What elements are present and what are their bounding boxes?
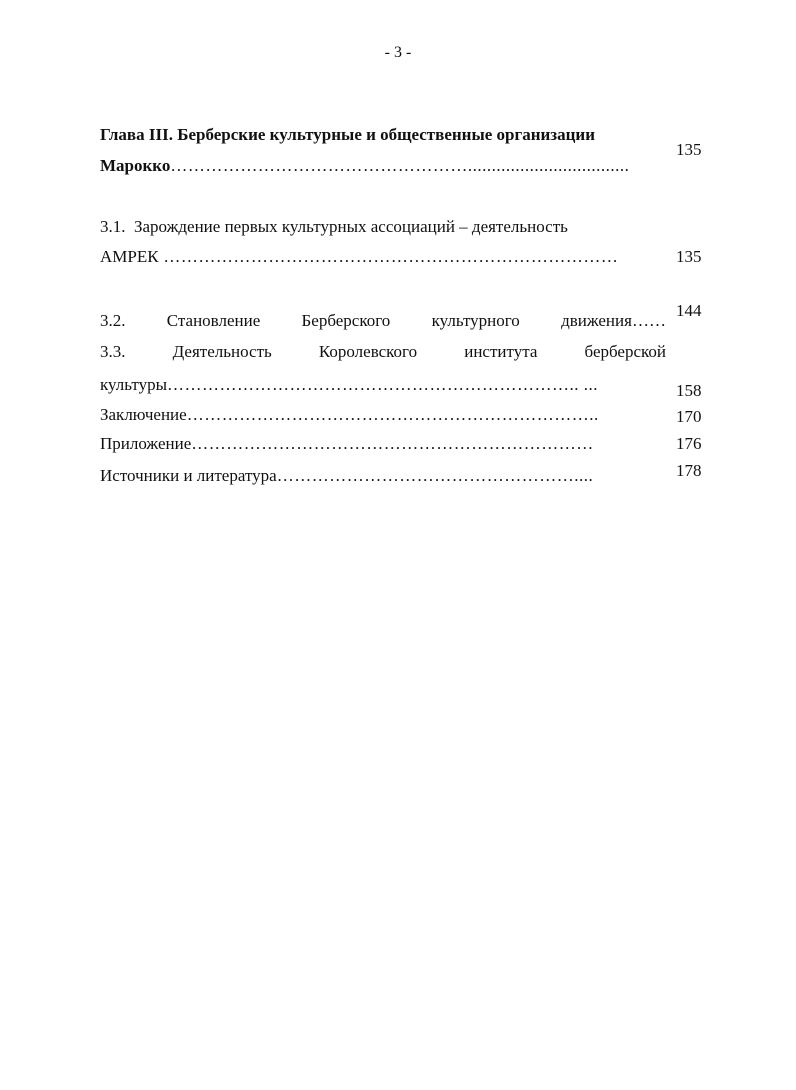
toc-appendix-title: Приложение bbox=[100, 434, 192, 453]
toc-chapter3-title-line2 bbox=[100, 155, 666, 177]
toc-s33-word: берберской bbox=[584, 342, 666, 361]
toc-conclusion-page: 170 bbox=[676, 407, 702, 426]
toc-chapter3-title-line1: Глава III. Берберские культурные и общественные организации bbox=[100, 125, 596, 144]
toc-chapter3-title-word: Марокко bbox=[100, 156, 171, 175]
toc-s32-word: Берберского bbox=[301, 311, 391, 330]
toc-s33-number: 3.3. bbox=[100, 342, 126, 361]
toc-s31-number: 3.1. bbox=[100, 217, 126, 236]
toc-s31-line1 bbox=[100, 216, 666, 238]
toc-s32-line bbox=[100, 310, 666, 332]
toc-appendix-leader: …………………………………………………………… bbox=[191, 434, 594, 453]
toc-sources-leader: …………………………………………….... bbox=[276, 466, 594, 485]
toc-s31-title-cont: АМРЕК bbox=[100, 247, 159, 266]
toc-appendix-page: 176 bbox=[676, 434, 702, 453]
toc-s31-leader: …………………………………………………………………… bbox=[158, 247, 619, 266]
toc-s33-leader: …………………………………………………………….. ... bbox=[167, 375, 598, 394]
toc-conclusion bbox=[100, 404, 666, 426]
toc-s32-page: 144 bbox=[676, 301, 702, 320]
toc-s31-title: Зарождение первых культурных ассоциаций – деятельность bbox=[134, 217, 568, 236]
toc-appendix bbox=[100, 433, 666, 455]
toc-sources-title: Источники и литература bbox=[100, 466, 277, 485]
toc-s32-word: движения…… bbox=[561, 311, 666, 330]
toc-s32-number: 3.2. bbox=[100, 311, 126, 330]
toc-sources bbox=[100, 465, 666, 487]
toc-s32-word: Становление bbox=[166, 311, 261, 330]
toc-s33-word: Королевского bbox=[318, 342, 418, 361]
toc-s33-word: института bbox=[464, 342, 538, 361]
toc-s33-page: 158 bbox=[676, 381, 702, 400]
toc-s33-line1 bbox=[100, 341, 666, 363]
toc-s33-title-cont: культуры bbox=[100, 375, 167, 394]
toc-s32-word: культурного bbox=[431, 311, 520, 330]
page-number: - 3 - bbox=[384, 44, 412, 61]
toc-s33-line2 bbox=[100, 374, 666, 396]
toc-conclusion-title: Заключение bbox=[100, 405, 187, 424]
toc-chapter3-page: 135 bbox=[676, 140, 702, 159]
toc-sources-page: 178 bbox=[676, 461, 702, 480]
toc-chapter3-leader: …………………………………………….................................. bbox=[170, 156, 630, 175]
toc-s31-line2 bbox=[100, 246, 666, 268]
toc-s33-word: Деятельность bbox=[172, 342, 272, 361]
toc-s31-page: 135 bbox=[676, 247, 702, 266]
toc-conclusion-leader: …………………………………………………………….. bbox=[186, 405, 599, 424]
